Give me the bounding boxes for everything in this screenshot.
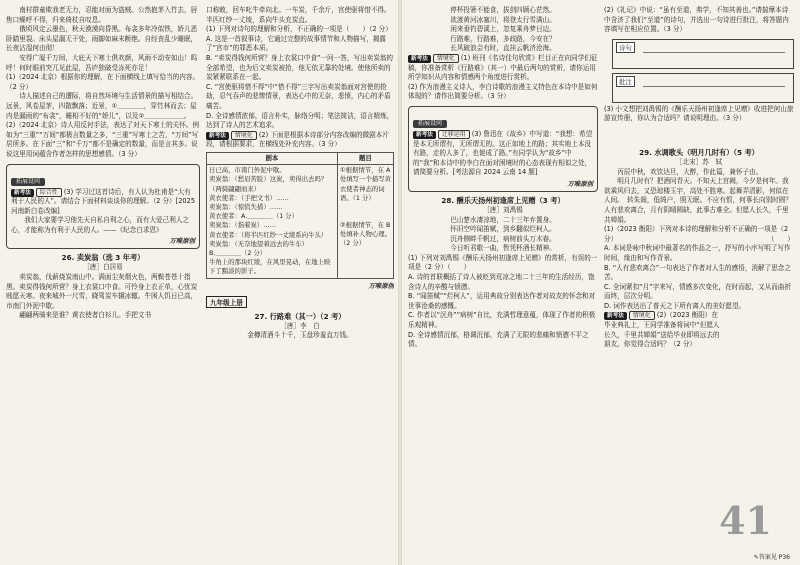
left-page bbox=[0, 0, 398, 565]
poem-line-label: 诗句 bbox=[616, 42, 635, 53]
question-3: (3) 小文想把刘禹锡的《酬乐天扬州初逢席上见赠》收进把何山旅游宣传册，你认为合适吗？请说明理由。（3 分） bbox=[604, 104, 794, 123]
extension-question-text: (3) 鲁迅在《故乡》中写道：“我想：希望是本无所谓有，无所谓无的。这正如地上的路；其实地上本没有路，走的人多了，也便成了路。”有同学认为“故乡”中的“我”和本诗中的李白在面对困境时的心态表现有相似之处，请简要分析。[考法源自 2024 云南 14 题] bbox=[413, 129, 593, 177]
page-number: 41 bbox=[719, 498, 772, 543]
poem-27-title: 27. 行路难（其一）（2 考） bbox=[254, 311, 346, 321]
script-line: 黄衣使者：（手把文书）…… bbox=[209, 193, 289, 202]
essay-paragraph: 安得广厦千万间，大庇天下寒士俱欢颜，风雨不动安如山！呜呼！何时眼前突兀见此屋，吾庐独破受冻死亦足！ bbox=[6, 53, 198, 72]
answer-paren: （ ） bbox=[767, 234, 794, 243]
script-line: 卖炭翁：（无奈地望着远去的牛车） bbox=[209, 239, 309, 248]
question-cell bbox=[337, 165, 393, 278]
poem-26-title: 26. 卖炭翁（选 3 年考） bbox=[61, 253, 145, 263]
annotation-box[interactable] bbox=[612, 73, 794, 103]
script-line-b: B.＿＿＿＿（2 分） bbox=[209, 248, 267, 257]
answer-line bbox=[643, 86, 785, 87]
left-column-2 bbox=[206, 6, 394, 559]
option-d: D. 全诗感情浓郁，语言朴实，脉络分明；笔法简洁，语言精炼，达到了诗人的艺术追求。 bbox=[206, 111, 394, 130]
poem-28-author: ［唐］刘禹锡 bbox=[483, 205, 523, 214]
question-type-tag: 综合性 bbox=[36, 188, 62, 197]
question-2: (2) 作为浪漫主义诗人，李白诗歌的浪漫主义特色在本诗中是如何体现的？请作出简要分析。（3 分） bbox=[408, 82, 598, 101]
answer-reference bbox=[754, 552, 790, 561]
extension-quote: 我们大家要学习他先天自私自利之心，而有大爱己利人之心，才能称为有利于人民的人。——《纪念白求恩》 bbox=[11, 216, 190, 234]
brand-label bbox=[206, 281, 394, 290]
new-method-tag: 新考法 bbox=[604, 312, 627, 320]
poem-28-line: 怀旧空吟闻笛赋，到乡翻似烂柯人。 bbox=[450, 225, 556, 234]
option-b: B. “卖炭得钱何所营？身上衣裳口中食”一问一答，写出卖炭翁的全部希望，也为后文卖炭被抢，他无依无靠的处境。使他所卖的炭紧紧联系在一起。 bbox=[206, 53, 393, 82]
poem-27-line: 欲渡黄河冰塞川，将登太行雪满山。 bbox=[450, 15, 556, 24]
script-line: （两骑翩翩而来） bbox=[209, 184, 261, 193]
script-line-a: 黄衣使者：A.＿＿＿＿（1 分） bbox=[209, 212, 299, 221]
extension-question-text: (3) 学习过这首诗后，有人认为杜甫是“大有利于人民的人”。请结合下面材料谈谈你的理解。（2 分）[2025 河南新白卷改编] bbox=[11, 187, 196, 215]
new-method-tag: 新考法 bbox=[408, 55, 431, 63]
question-1-text: (1)（2023 衡阳）下列对本诗的理解和分析不正确的一项是（2 分） bbox=[604, 225, 789, 243]
script-line: 黄衣使者：（将半匹红纱一丈绫系向牛头） bbox=[209, 230, 328, 239]
answer-line bbox=[643, 52, 785, 53]
question-1: (1) 下列对刘禹锡《酬乐天扬州初逢席上见赠》的赏析，有误的一项是（2 分）（ ） bbox=[408, 253, 598, 272]
option-d: D. 全诗感情沉郁，格调沉郁，充满了无限的悲痛和愤懑不平之情。 bbox=[408, 330, 589, 349]
poem-28-line: 今日听君歌一曲，暂凭杯酒长精神。 bbox=[450, 244, 556, 253]
extension-question bbox=[413, 130, 593, 178]
poem-28-line: 巴山楚水凄凉地，二十三年弃置身。 bbox=[450, 215, 556, 224]
new-method-tag: 新考法 bbox=[206, 132, 229, 140]
question-type-tag: 迁移运用 bbox=[438, 130, 470, 139]
option-c: C. 作者以“沉舟”“病树”自比，充满哲理意蕴，体现了作者的积极乐观精神。 bbox=[408, 311, 596, 330]
option-c: C. 全词紧扣“月”字来写，情感多次变化，在时而起，又从而曲折而终，层次分明。 bbox=[604, 282, 792, 301]
question-2: (2)《礼记》中说：“虽有至道，弗学，不知其善也。”请揣摩本诗中含济了我们“至道”的诗句，并选出一句诗进行批注，将答题内容填写在相应位置。（3 分） bbox=[604, 6, 789, 34]
question-2-text: (2) 下面是根据本诗部分内容改编的微剧本片段，请根据要求，在横线处补充内容。（3 分） bbox=[206, 130, 389, 149]
script-line: 卖炭翁：（愁眉苦脸）这炭，卖得出去吗？ bbox=[209, 175, 328, 184]
right-column-1 bbox=[408, 6, 598, 559]
question-1-body: 诗人描述自己的遭际，将自然环境与生活情景的描写相结合。远景，风卷屋茅，四散飘落；近景，①＿＿＿＿，穿竹林而去；屋内是漏雨的“布衾”，睡相不好的“娇儿”，以及②＿＿＿＿＿＿。 bbox=[6, 92, 198, 120]
poem-27-line: 长风破浪会有时，直挂云帆济沧海。 bbox=[450, 44, 556, 53]
poem-26-continued: 口称敕，回车叱牛牵向北。一车炭，千余斤，宫使驱将惜不得。半匹红纱一丈绫，系向牛头充炭直。 bbox=[206, 6, 391, 24]
script-table bbox=[206, 152, 394, 279]
pencil-icon: ✎ bbox=[753, 554, 759, 561]
poem-29-title: 29. 水调歌头（明月几时有）（5 考） bbox=[639, 147, 759, 157]
question-1-text: (1) 班刊《名诗佳句欣赏》栏目正在向同学们征稿，你准备赏析《行路难》（其一）中最后两句的赏析，请你运用所学知识从内容和情感两个角度进行赏析。 bbox=[408, 53, 598, 82]
extension-box bbox=[6, 164, 200, 250]
brand-text: 万唯原创 bbox=[368, 281, 394, 290]
new-method-tag: 新考法 bbox=[11, 189, 34, 197]
script-line: 卖炭翁：（指着炭）…… bbox=[209, 221, 277, 230]
answer-reference-text: 答案见 P36 bbox=[758, 554, 790, 561]
grade-label: 九年级上册 bbox=[206, 296, 247, 308]
table-header-script: 剧本 bbox=[207, 152, 338, 164]
table-question: ②根据情节，在 B 处填补人物心理。（2 分） bbox=[339, 220, 392, 248]
new-method-tag: 新考法 bbox=[413, 131, 436, 139]
question-2 bbox=[206, 131, 394, 150]
question-type-tag: 情境化 bbox=[629, 311, 655, 320]
option-a: A. 本词是咏中秋词中最著名的作品之一，抒写的小序写明了写作时间，缘由和写作背景。 bbox=[604, 244, 791, 262]
question-type-tag: 情境化 bbox=[231, 131, 257, 140]
poem-26-text: 翩翩两骑来是谁？黄衣使者白衫儿。手把文书 bbox=[19, 311, 152, 320]
poem-line-box[interactable] bbox=[612, 39, 794, 69]
extension-box bbox=[408, 106, 598, 192]
extension-question bbox=[11, 188, 195, 217]
question-1 bbox=[604, 225, 794, 244]
question-1 bbox=[408, 54, 598, 83]
extension-heading: 拓展设问 bbox=[11, 178, 45, 186]
option-a: A. 诗的首联概括了诗人被贬到荒凉之地二十三年的生活经历，饱含诗人的辛酸与愤懑。 bbox=[408, 273, 595, 291]
script-line: 牛角上的那块红绫，在风里晃动，在地上映下了黯淡的影子。 bbox=[209, 258, 331, 276]
script-line: 日已高，市南门外泥中歇。 bbox=[209, 166, 286, 175]
question-1: (1) 下列对诗句的理解和分析，不正确的一项是（ ）（2 分） bbox=[206, 25, 392, 34]
question-type-tag: 情境化 bbox=[433, 54, 459, 63]
table-question: ①根据情节，在 A 处填写一个描写黄衣使者神态的词语。（1 分） bbox=[339, 166, 392, 202]
answer-space bbox=[604, 124, 794, 146]
question-2-text: (2)（2023 衡阳）在毕业典礼上，王同学准备将词中“但愿人长久，千里共婵娟”送给毕业即将远去的朋友，你觉得合适吗？（2 分） bbox=[604, 311, 720, 349]
brand-label: 万唯原创 bbox=[567, 179, 593, 188]
option-b: B. “人有悲欢离合”一句表达了作者对人生的感悟，消解了思念之苦。 bbox=[604, 263, 791, 282]
poem-29-text: 明月几时有？把酒问青天。不知天上宫阙，今夕是何年。我欲乘风归去，又恐琼楼玉宇，高处不胜寒。起舞弄清影，何似在人间。 转朱阁，低绮户，照无眠。不应有恨，何事长向别时圆？人有悲欢离合，月有阴晴圆缺，此事古难全。但愿人长久，千里共婵娟。 bbox=[604, 177, 792, 224]
question-1: (1)（2024 北京）根据你的理解，在下面横线上填写恰当的内容。（2 分） bbox=[6, 73, 200, 91]
poem-27-line: 行路难，行路难，多歧路，今安在？ bbox=[450, 34, 556, 43]
script-line: 卖炭翁：（惊慌失措）…… bbox=[209, 202, 283, 211]
right-page bbox=[402, 0, 800, 565]
option-b: B. “闻笛赋”“烂柯人”，运用典故分别表达作者对故友的怀念和对世事沧桑的感慨。 bbox=[408, 292, 596, 310]
poem-26-author: ［唐］白居易 bbox=[83, 263, 123, 272]
right-column-2 bbox=[604, 6, 794, 559]
question-2 bbox=[604, 311, 722, 349]
extension-heading: 拓展设问 bbox=[413, 120, 447, 128]
essay-paragraph: 俄顷风定云墨色，秋天漠漠向昏黑。布衾多年冷似铁，娇儿恶卧踏里裂。床头屋漏无干处，雨脚如麻未断绝。自经丧乱少睡眠，长夜沾湿何由彻！ bbox=[6, 25, 198, 53]
poem-27-line: 停杯投箸不能食，拔剑四顾心茫然。 bbox=[450, 6, 556, 14]
option-a: A. 这是一首叙事诗，它通过完整的故事情节和人物描写，揭露了“宫市”的罪恶本质。 bbox=[206, 34, 387, 53]
option-c: C. “宫使驱将惜不得”中“惜不得”三字写出卖炭翁面对宫使的抢劫，忍气吞声的悲惨情景，表达心中的无奈，悲愤，内心的矛盾痛苦。 bbox=[206, 82, 391, 110]
poem-29-preface: 丙辰中秋，欢饮达旦，大醉，作此篇，兼怀子由。 bbox=[617, 167, 763, 176]
script-cell bbox=[207, 165, 338, 278]
poem-28-title: 28. 酬乐天扬州初逢席上见赠（3 考） bbox=[441, 195, 565, 205]
option-d: D. 词作表达出了普天之下所有离人的美好愿望。 bbox=[604, 301, 746, 310]
annotation-label: 批注 bbox=[616, 76, 635, 87]
poem-27-line: 金樽清酒斗十千，玉盘珍羞直万钱。 bbox=[247, 331, 353, 340]
poem-26-text: 卖炭翁，伐薪烧炭南山中。满面尘灰烟火色，两鬓苍苍十指黑。卖炭得钱何所营？身上衣裳口中食。可怜身上衣正单，心忧炭贱愿天寒。夜来城外一尺雪，晓驾炭车辗冰辙。牛困人饥日已高，市南门外泥中歇。 bbox=[6, 273, 198, 310]
left-column-1 bbox=[6, 6, 200, 559]
brand-label: 万唯原创 bbox=[169, 237, 195, 246]
question-2: (2)（2024 北京）诗人用反衬手法，表达了对天下寒士的关怀。例如为“三重”“万间”都极言数量之多，“三重”写寒士之苦，“万间”写居所多。在下面“三”和“千万”都不是确定的数量，而是言其多。说说这里用词蕴含作者怎样的思想感情。（3 分） bbox=[6, 121, 200, 158]
poem-28-line: 沉舟侧畔千帆过，病树前头万木春。 bbox=[450, 234, 556, 243]
poem-27-author: ［唐］李 白 bbox=[280, 321, 320, 330]
poem-27-line: 闲来垂钓碧溪上，忽复乘舟梦日边。 bbox=[450, 25, 556, 34]
table-header-question: 题目 bbox=[337, 152, 393, 164]
essay-paragraph: 南村群童欺我老无力，忍能对面为盗贼。公然抱茅入竹去，唇焦口燥呼不得，归来倚杖自叹息。 bbox=[6, 6, 198, 24]
poem-29-author: ［北宋］苏 轼 bbox=[675, 157, 723, 166]
